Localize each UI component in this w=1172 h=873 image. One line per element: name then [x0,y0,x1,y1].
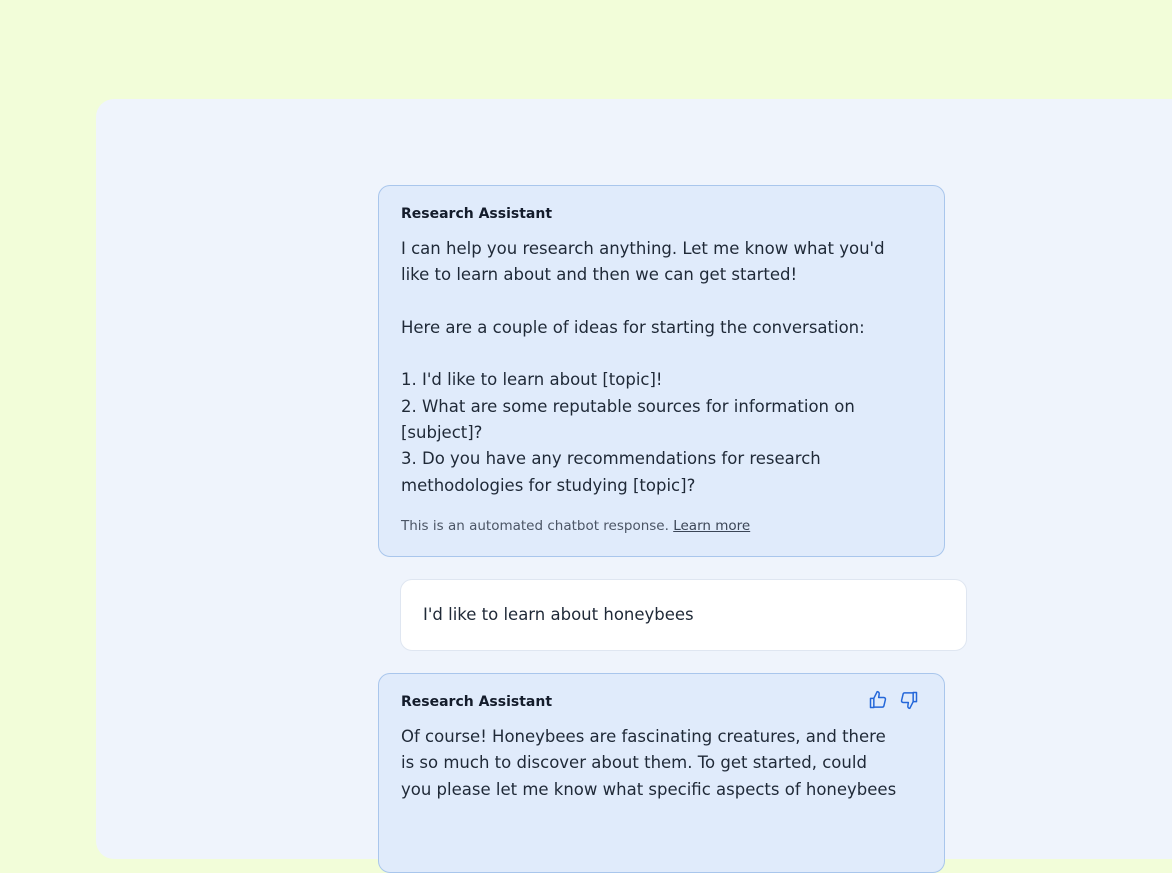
sender-name: Research Assistant [401,206,553,222]
message-text: Here are a couple of ideas for starting the conversation: [401,317,865,337]
idea-item: 2. What are some reputable sources for information on [subject]? [401,396,855,443]
message-body [401,236,901,499]
thumbs-down-button[interactable] [897,688,920,711]
sender-name: Research Assistant [401,694,553,710]
user-message [400,579,967,651]
bot-message [378,673,945,873]
thumbs-down-icon [899,690,919,710]
thumbs-up-icon [868,690,888,710]
message-text: I can help you research anything. Let me know what you'd [401,239,885,258]
message-text: Of course! Honeybees are fascinating creatures, and there is so much to discover about them. To get started, could you please let me know what specific aspects of honeybees [401,727,897,799]
idea-item: 1. I'd like to learn about [topic]! [401,370,663,390]
feedback-controls [866,688,920,711]
bot-message [378,185,945,557]
message-body [401,724,901,803]
automated-response-note [401,517,922,535]
thumbs-up-button[interactable] [866,688,889,711]
idea-item: 3. Do you have any recommendations for research methodologies for studying [topic]? [401,449,821,495]
footnote-text: This is an automated chatbot response. [401,517,669,534]
message-text: like to learn about and then we can get started! [401,265,798,285]
learn-more-link[interactable]: Learn more [673,517,751,534]
user-message-text: I'd like to learn about honeybees [423,605,694,624]
